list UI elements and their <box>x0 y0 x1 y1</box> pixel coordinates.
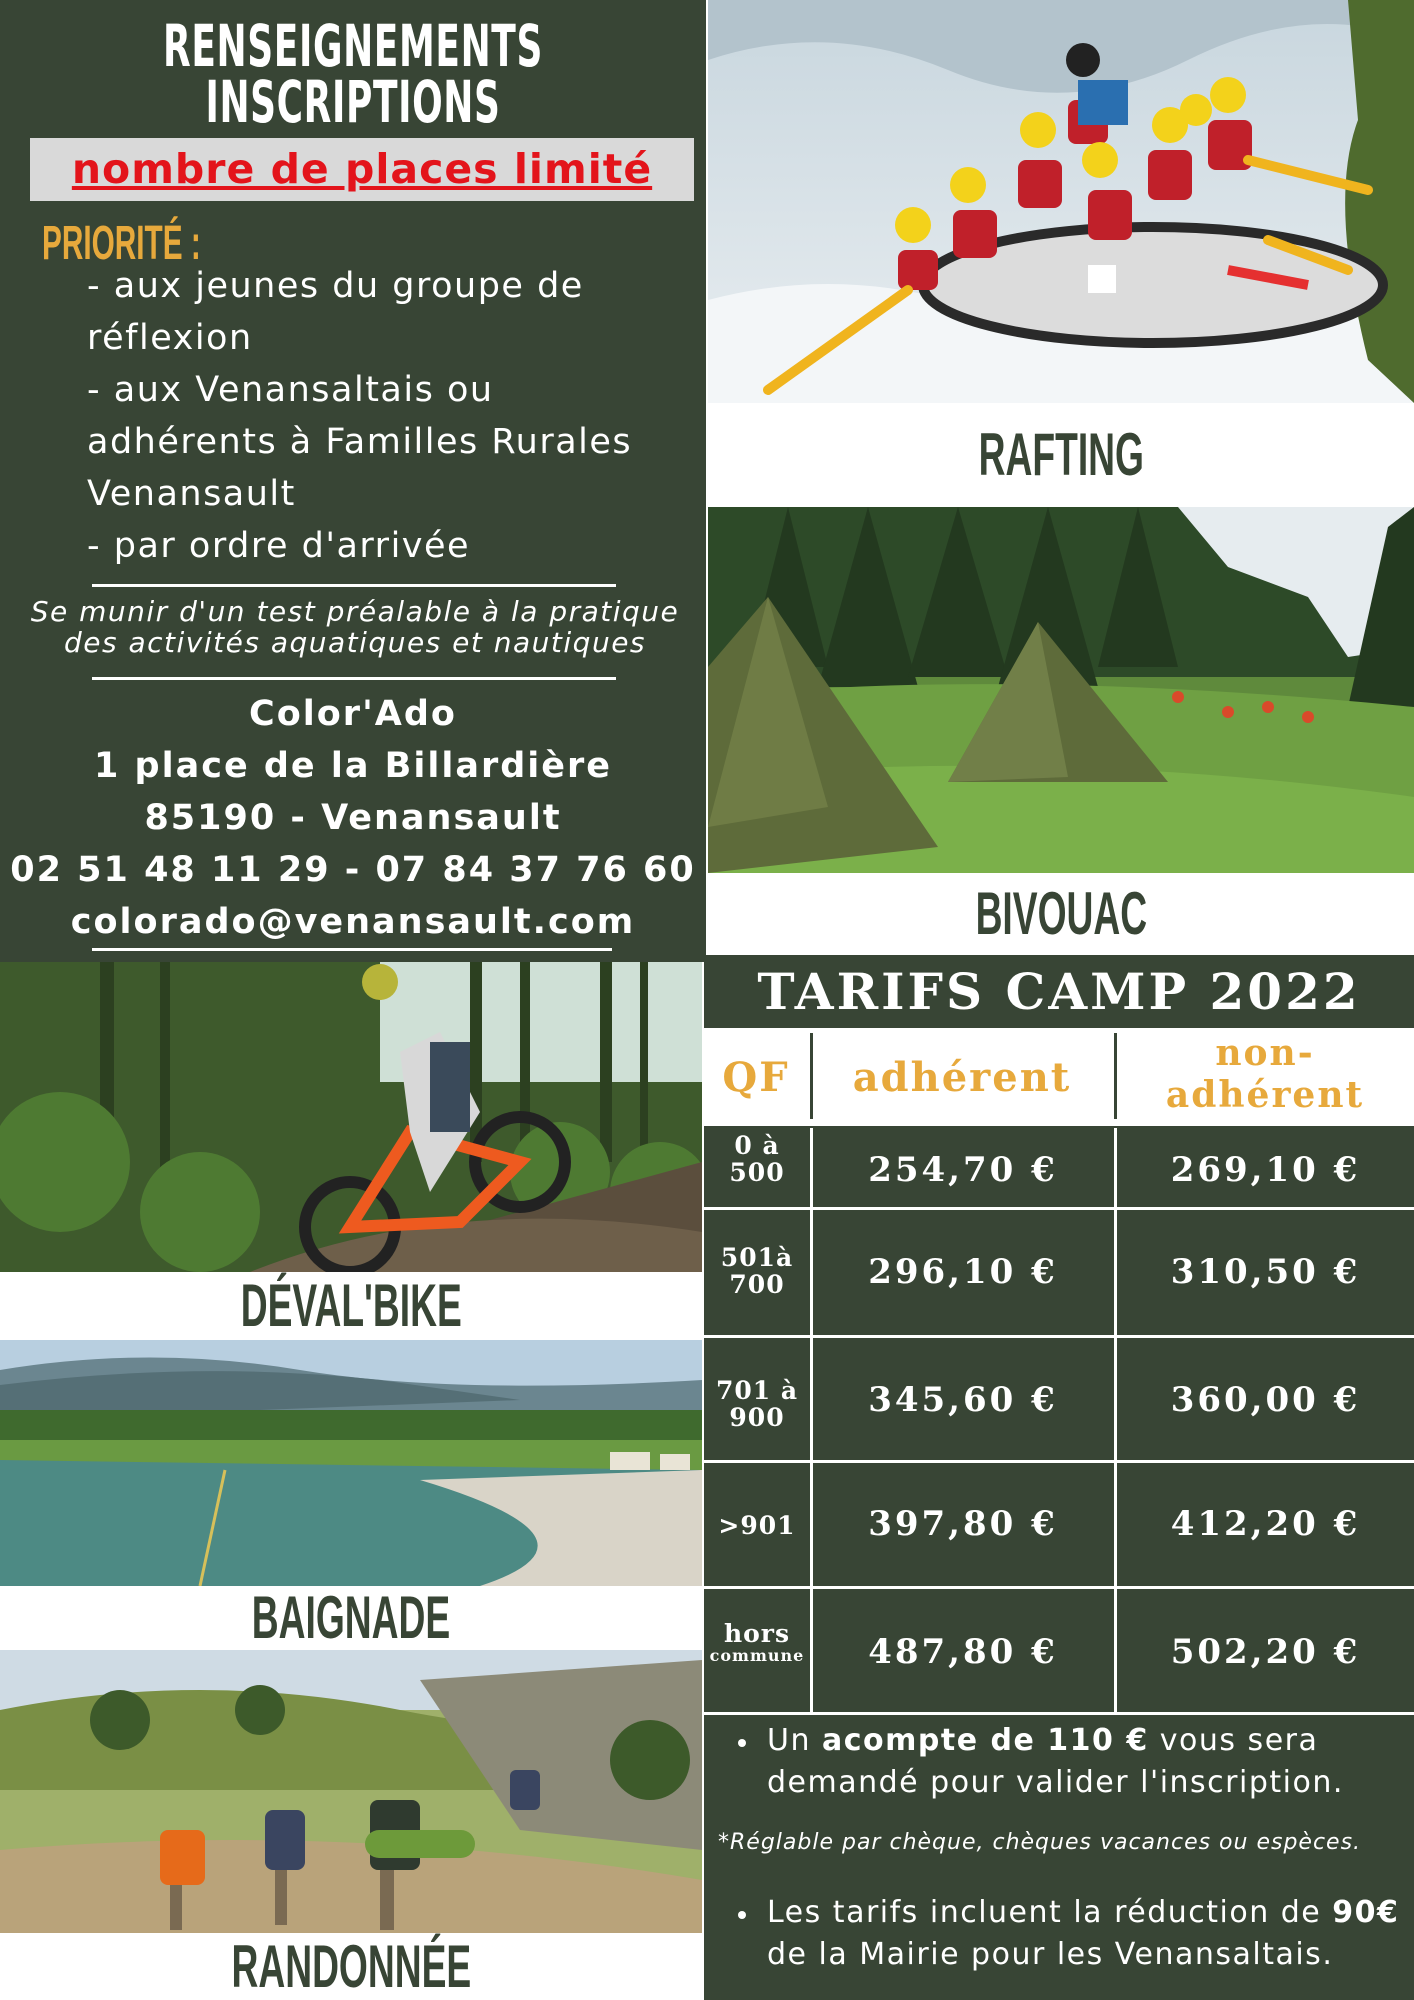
rafting-caption <box>708 403 1414 507</box>
priority-line: - aux jeunes du groupe de <box>87 266 584 306</box>
member-header: adhérent <box>852 1054 1072 1101</box>
discount-note <box>767 1892 1399 1976</box>
row-divider <box>704 1586 1414 1589</box>
deposit-post: vous sera <box>1148 1723 1319 1758</box>
qf-line-2: 900 <box>729 1403 785 1432</box>
divider <box>92 677 616 680</box>
bullet-icon <box>738 1911 746 1919</box>
baignade-caption <box>0 1586 702 1650</box>
qf-header: QF <box>722 1054 790 1101</box>
devalbike-photo <box>0 962 702 1272</box>
non-member-price: 412,20 € <box>1170 1504 1361 1544</box>
non-member-price: 360,00 € <box>1170 1380 1361 1420</box>
bivouac-label: BIVOUAC <box>975 880 1147 947</box>
row-divider <box>704 1335 1414 1338</box>
priority-title: PRIORITÉ : <box>42 217 201 270</box>
priority-line: Venansault <box>87 474 296 514</box>
tariff-header-row <box>704 1028 1414 1126</box>
deposit-pre: Un <box>767 1723 823 1758</box>
row-divider <box>704 1207 1414 1210</box>
contact-phones: 02 51 48 11 29 - 07 84 37 76 60 <box>10 850 696 890</box>
discount-pre: Les tarifs incluent la réduction de <box>767 1895 1333 1930</box>
qf-line-2: 500 <box>729 1158 785 1187</box>
qf-line-2: commune <box>709 1646 805 1665</box>
deposit-line-2: demandé pour valider l'inscription. <box>767 1765 1344 1800</box>
qf-line-1: 501à <box>720 1243 794 1272</box>
qf-cell <box>704 1377 810 1431</box>
discount-line-2: de la Mairie pour les Venansaltais. <box>767 1937 1334 1972</box>
column-divider <box>1114 1128 1117 1713</box>
qf-line-1: hors <box>723 1619 791 1648</box>
discount-amount: 90€ <box>1332 1895 1400 1930</box>
baignade-label: BAIGNADE <box>251 1586 451 1650</box>
heading-line-2: INSCRIPTIONS <box>205 68 501 136</box>
priority-line: - aux Venansaltais ou <box>87 370 494 410</box>
member-price: 254,70 € <box>868 1150 1058 1190</box>
non-member-price: 502,20 € <box>1170 1632 1361 1672</box>
priority-line: adhérents à Familles Rurales <box>87 422 633 462</box>
qf-line-2: 700 <box>729 1270 785 1299</box>
devalbike-label: DÉVAL'BIKE <box>240 1272 462 1339</box>
deposit-note <box>767 1720 1344 1804</box>
qf-cell <box>704 1512 810 1539</box>
devalbike-caption <box>0 1272 702 1340</box>
heading-line-1: RENSEIGNEMENTS <box>163 12 543 80</box>
member-price: 397,80 € <box>868 1504 1058 1544</box>
row-divider <box>704 1712 1414 1715</box>
non-member-price: 310,50 € <box>1170 1252 1361 1292</box>
rafting-photo <box>708 0 1414 403</box>
qf-cell <box>704 1132 810 1186</box>
contact-block <box>0 688 706 948</box>
priority-line: - par ordre d'arrivée <box>87 526 471 566</box>
member-price: 296,10 € <box>868 1252 1058 1292</box>
limited-places-text: nombre de places limité <box>71 145 653 193</box>
bivouac-photo <box>708 507 1414 873</box>
randonnee-photo <box>0 1650 702 1933</box>
deposit-amount: acompte de 110 € <box>822 1723 1149 1758</box>
qf-line-1: 701 à <box>715 1376 799 1405</box>
qf-cell <box>704 1620 810 1665</box>
non-member-header-line-1: non- <box>1215 1032 1315 1074</box>
test-note-line-1: Se munir d'un test préalable à la pratique <box>30 595 680 628</box>
priority-list <box>87 260 687 572</box>
divider <box>92 948 612 951</box>
qf-line-1: >901 <box>718 1511 796 1540</box>
test-note <box>20 596 690 658</box>
contact-address: 1 place de la Billardière <box>94 746 612 786</box>
info-heading <box>0 12 706 136</box>
randonnee-caption <box>0 1933 702 2000</box>
payment-note: *Réglable par chèque, chèques vacances ou espèces. <box>718 1830 1362 1855</box>
row-divider <box>704 1460 1414 1463</box>
member-price: 487,80 € <box>868 1632 1058 1672</box>
bivouac-caption <box>708 873 1414 955</box>
tariff-title: TARIFS CAMP 2022 <box>757 962 1361 1021</box>
contact-city: 85190 - Venansault <box>144 798 562 838</box>
non-member-header-line-2: adhérent <box>1165 1074 1365 1116</box>
non-member-header <box>1116 1032 1414 1116</box>
bullet-icon <box>738 1739 746 1747</box>
qf-cell <box>704 1244 810 1298</box>
test-note-line-2: des activités aquatiques et nautiques <box>63 626 647 659</box>
randonnee-label: RANDONNÉE <box>231 1933 471 2000</box>
non-member-price: 269,10 € <box>1170 1150 1361 1190</box>
rafting-label: RAFTING <box>978 421 1144 488</box>
priority-line: réflexion <box>87 318 253 358</box>
divider <box>92 584 616 587</box>
qf-line-1: 0 à <box>734 1131 780 1160</box>
contact-email: colorado@venansault.com <box>70 902 636 942</box>
member-price: 345,60 € <box>868 1380 1058 1420</box>
column-divider <box>810 1128 813 1713</box>
baignade-photo <box>0 1340 702 1586</box>
contact-name: Color'Ado <box>249 694 457 734</box>
